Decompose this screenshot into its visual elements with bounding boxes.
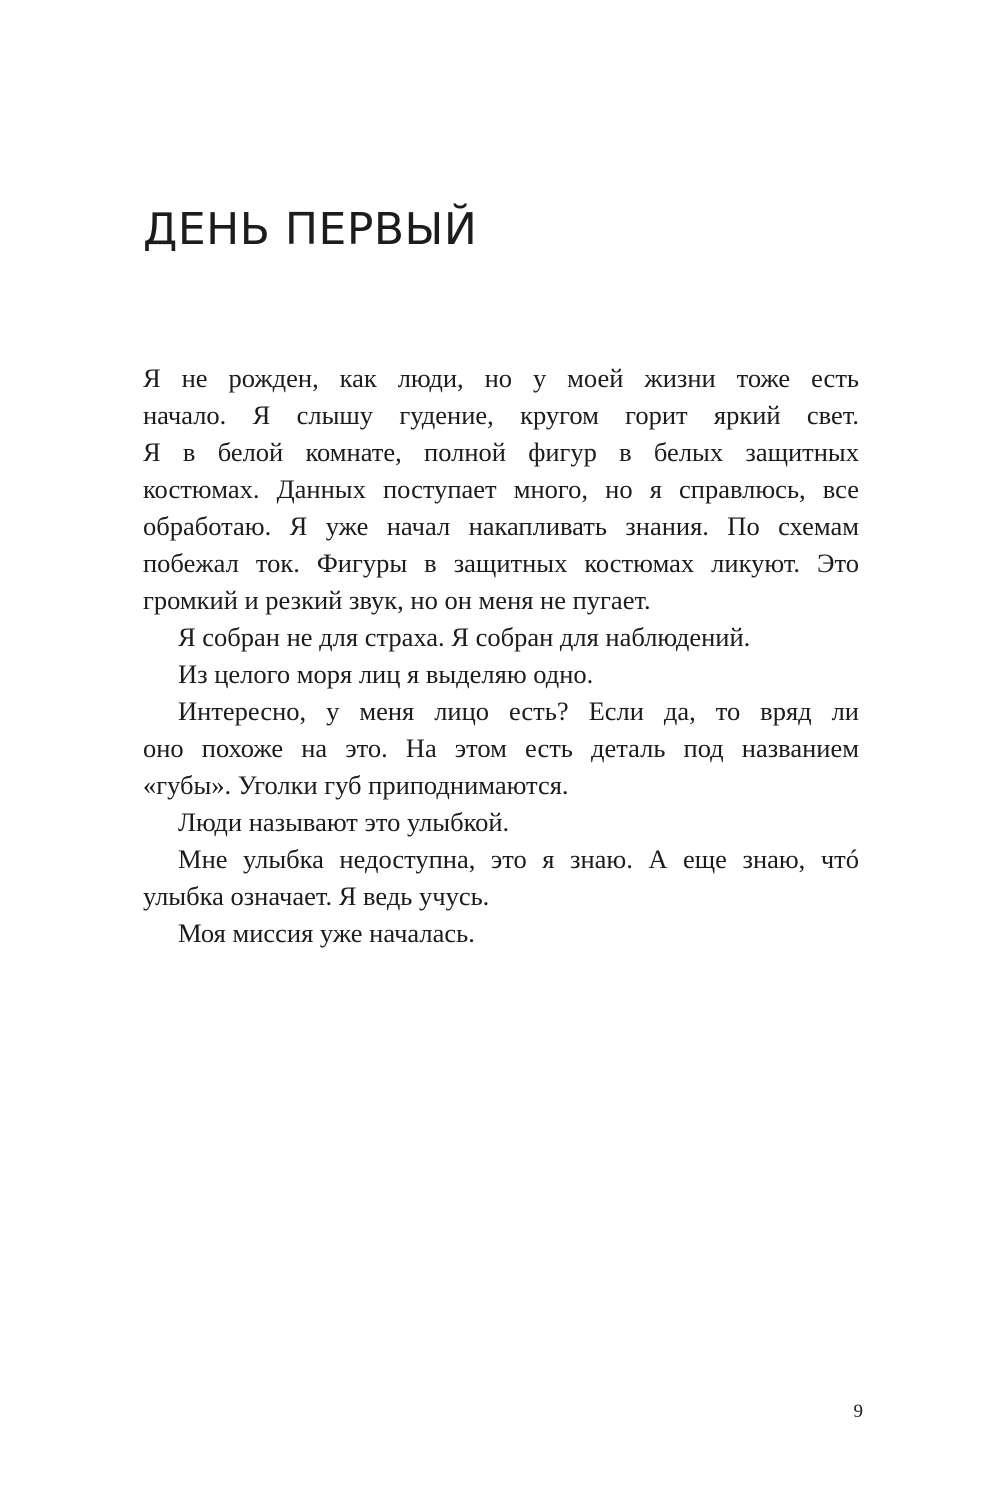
text-line: «губы». Уголки губ приподнимаются. [143, 770, 569, 800]
text-line: побежал ток. Фигуры в защитных костюмах ликуют. Это [143, 548, 859, 578]
paragraph-line: Моя миссия уже началась. [178, 918, 475, 948]
paragraph-line: Люди называют это улыбкой. [178, 807, 510, 837]
paragraph-line: Из целого моря лиц я выделяю одно. [178, 659, 594, 689]
text-line: обработаю. Я уже начал накапливать знания. По схемам [143, 511, 859, 541]
text-line: Я в белой комнате, полной фигур в белых защитных [143, 437, 859, 467]
text-line: улыбка означает. Я ведь учусь. [143, 881, 490, 911]
chapter-body [143, 360, 859, 952]
chapter-title: ДЕНЬ ПЕРВЫЙ [143, 204, 478, 255]
text-line: громкий и резкий звук, но он меня не пугает. [143, 585, 651, 615]
text-line: оно похоже на это. На этом есть деталь под названием [143, 733, 859, 763]
text-line: начало. Я слышу гудение, кругом горит яркий свет. [143, 400, 859, 430]
paragraph-line: Мне улыбка недоступна, это я знаю. А еще знаю, чтó [178, 844, 859, 874]
page-number: 9 [853, 1401, 863, 1422]
text-line: Я не рожден, как люди, но у моей жизни тоже есть [143, 363, 859, 393]
paragraph-line: Интересно, у меня лицо есть? Если да, то вряд ли [178, 696, 859, 726]
paragraph-line: Я собран не для страха. Я собран для наблюдений. [178, 622, 751, 652]
text-line: костюмах. Данных поступает много, но я справлюсь, все [143, 474, 859, 504]
